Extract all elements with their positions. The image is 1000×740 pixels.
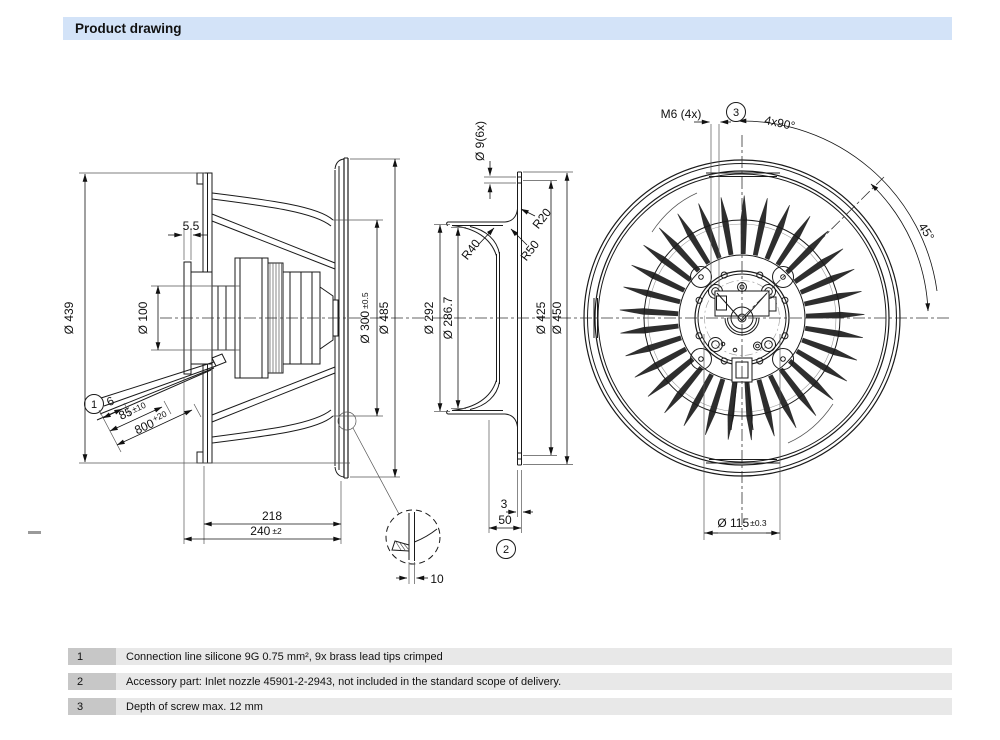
note-number: 1 — [68, 648, 116, 665]
dim-label-439: Ø 439 — [62, 301, 76, 335]
note-row — [68, 698, 952, 715]
dim-label-4x90: 4x90° — [763, 113, 797, 134]
side-view — [97, 158, 440, 564]
dim-label-r20: R20 — [529, 205, 555, 232]
dim-label-240: 240 ±2 — [250, 524, 282, 538]
note-number: 3 — [68, 698, 116, 715]
dim-label-wire-6: 6 — [104, 393, 117, 410]
notes-table — [68, 648, 952, 723]
callout-1-label: 1 — [90, 399, 98, 411]
dim-label-300: Ø 300±0.5 — [358, 292, 372, 344]
callout-2-label: 2 — [502, 544, 510, 556]
callout-3 — [727, 103, 746, 122]
dim-label-detail-10: 10 — [430, 572, 444, 586]
dim-label-425: Ø 425 — [534, 301, 548, 335]
dim-label-r50: R50 — [517, 237, 543, 264]
note-text: Accessory part: Inlet nozzle 45901-2-2943, not included in the standard scope of delivery. — [116, 673, 952, 690]
dim-label-292: Ø 292 — [422, 301, 436, 335]
callout-1 — [85, 395, 104, 414]
dim-label-218: 218 — [261, 509, 283, 523]
dim-label-r40: R40 — [458, 236, 484, 263]
dim-label-50: 50 — [498, 513, 512, 527]
note-number: 2 — [68, 673, 116, 690]
cable-clamp — [212, 354, 226, 366]
dim-label-wire-85: 85±10 — [116, 399, 148, 423]
dim-label-450: Ø 450 — [550, 301, 564, 335]
dim-label-3: 3 — [500, 497, 508, 511]
detail-source-mark — [338, 412, 356, 430]
dim-label-45: 45° — [915, 220, 938, 244]
dim-label-286-7: Ø 286.7 — [441, 296, 455, 340]
note-text: Connection line silicone 9G 0.75 mm², 9x brass lead tips crimped — [116, 648, 952, 665]
note-row — [68, 648, 952, 665]
dim-label-5-5: 5.5 — [182, 219, 200, 233]
note-text: Depth of screw max. 12 mm — [116, 698, 952, 715]
callout-2 — [497, 540, 516, 559]
detail-view — [386, 510, 440, 564]
dim-label-100: Ø 100 — [136, 301, 150, 335]
dim-label-m6: M6 (4x) — [660, 107, 702, 121]
dim-label-115: Ø 115±0.3 — [717, 516, 767, 530]
dim-label-485: Ø 485 — [377, 301, 391, 335]
callout-3-label: 3 — [732, 107, 740, 119]
note-row — [68, 673, 952, 690]
dim-label-9-6x: Ø 9(6x) — [473, 120, 487, 162]
page-title: Product drawing — [75, 21, 182, 36]
dim-label-wire-800: $800^{+20}$ — [132, 408, 169, 438]
